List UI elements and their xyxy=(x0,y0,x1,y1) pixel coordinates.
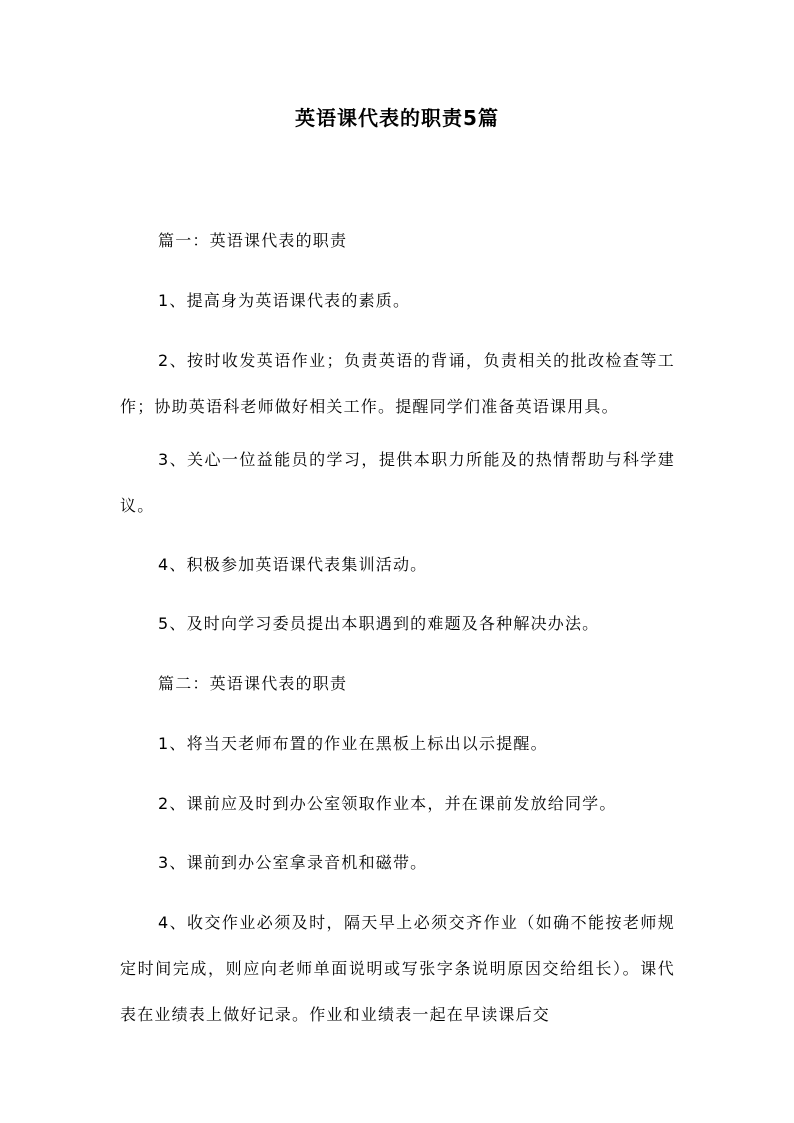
paragraph: 2、按时收发英语作业；负责英语的背诵，负责相关的批改检查等工作；协助英语科老师做好相关工作。提醒同学们准备英语课用具。 xyxy=(120,351,675,416)
document-title: 英语课代表的职责5篇 xyxy=(295,106,499,130)
section-heading-2: 篇二：英语课代表的职责 xyxy=(158,674,348,693)
paragraph: 1、将当天老师布置的作业在黑板上标出以示提醒。 xyxy=(158,734,548,753)
paragraph: 2、课前应及时到办公室领取作业本，并在课前发放给同学。 xyxy=(158,794,617,813)
paragraph: 5、及时向学习委员提出本职遇到的难题及各种解决办法。 xyxy=(158,614,600,633)
paragraph: 4、积极参加英语课代表集训活动。 xyxy=(158,555,428,574)
paragraph: 3、课前到办公室拿录音机和磁带。 xyxy=(158,853,428,872)
paragraph: 1、提高身为英语课代表的素质。 xyxy=(158,291,411,310)
paragraph: 4、收交作业必须及时，隔天早上必须交齐作业（如确不能按老师规定时间完成，则应向老师单面说明或写张字条说明原因交给组长）。课代表在业绩表上做好记录。作业和业绩表一起在早读课后交 xyxy=(120,913,675,1024)
paragraph: 3、关心一位益能员的学习，提供本职力所能及的热情帮助与科学建议。 xyxy=(120,450,675,515)
section-heading-1: 篇一：英语课代表的职责 xyxy=(158,231,348,250)
